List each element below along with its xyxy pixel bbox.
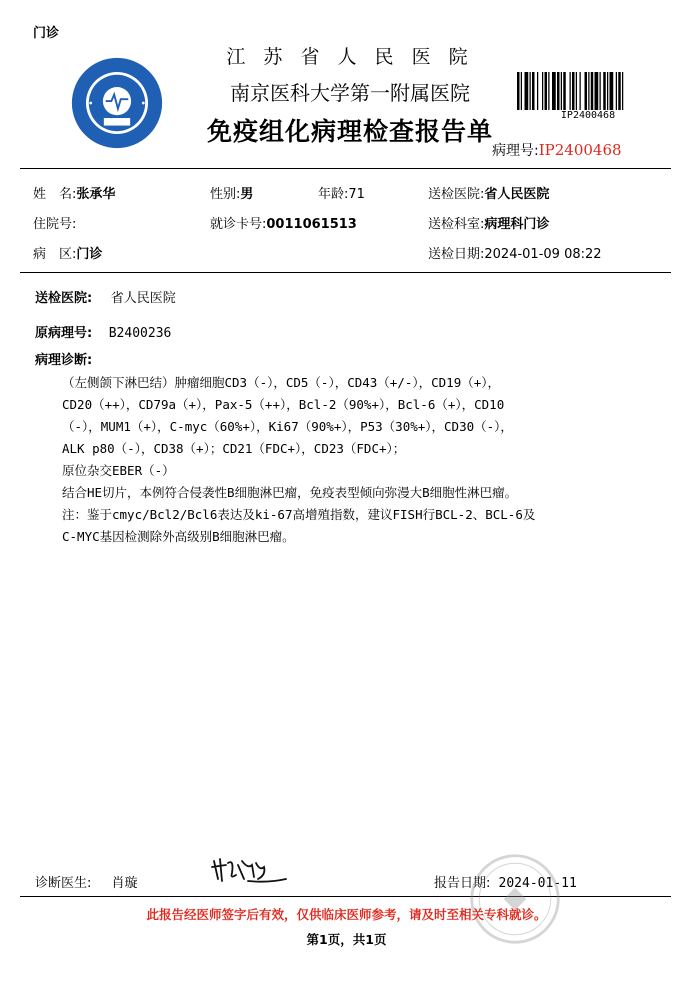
footer-divider	[20, 896, 671, 897]
patient-age-label: 年龄:	[318, 187, 349, 202]
patient-age	[318, 183, 365, 202]
send-hospital-value: 省人民医院	[484, 187, 550, 202]
send-hospital-label: 送检医院:	[428, 187, 485, 202]
report-date-label: 报告日期:	[434, 876, 491, 891]
sending-hospital-value: 省人民医院	[110, 291, 176, 306]
corner-label: 门诊	[33, 26, 60, 41]
sending-hospital-label: 送检医院:	[35, 291, 93, 306]
original-number-value: B2400236	[108, 326, 172, 341]
hospital-name-line1: 江 苏 省 人 民 医 院	[226, 46, 474, 68]
ward-label: 病 区:	[33, 247, 77, 262]
barcode-text: IP2400468	[560, 110, 616, 121]
signature-icon	[208, 855, 290, 885]
inpatient-number-label: 住院号:	[33, 217, 77, 232]
send-department-value: 病理科门诊	[484, 217, 550, 232]
inpatient-number	[33, 213, 76, 232]
diagnosis-line: （-），MUM1（+），C-myc（60%+），Ki67（90%+），P53（30%+），CD30（-），	[62, 419, 513, 434]
header-divider	[20, 168, 671, 169]
diagnosis-label: 病理诊断:	[35, 353, 93, 368]
hospital-name-line2: 南京医科大学第一附属医院	[230, 81, 470, 105]
send-hospital	[428, 183, 549, 202]
patient-name-label: 姓 名:	[33, 187, 77, 202]
diagnosing-doctor	[35, 872, 138, 891]
patient-gender-value: 男	[240, 187, 254, 202]
pathology-number	[492, 140, 622, 160]
card-number-value: 0011061513	[266, 217, 357, 232]
diagnosis-line: CD20（++），CD79a（+），Pax-5（++），Bcl-2（90%+），Bcl-6（+），CD10	[62, 397, 505, 412]
patient-name-value: 张承华	[76, 187, 116, 202]
patient-age-value: 71	[348, 187, 365, 202]
send-department-label: 送检科室:	[428, 217, 485, 232]
validity-warning: 此报告经医师签字后有效，仅供临床医师参考，请及时至相关专科就诊。	[146, 907, 547, 922]
pathology-number-label: 病理号:	[492, 143, 539, 159]
send-date-value: 2024-01-09 08:22	[484, 247, 602, 262]
ward	[33, 243, 102, 262]
pathology-number-value: IP2400468	[538, 141, 622, 159]
diagnosis-line: 注：鉴于cmyc/Bcl2/Bcl6表达及ki-67高增殖指数，建议FISH行BCL-2、BCL-6及	[62, 507, 536, 522]
send-department	[428, 213, 549, 232]
ward-value: 门诊	[76, 247, 103, 262]
page-indicator: 第1页，共1页	[306, 932, 387, 947]
patient-gender-label: 性别:	[210, 187, 241, 202]
send-date-label: 送检日期:	[428, 247, 485, 262]
report-date-value: 2024-01-11	[498, 876, 577, 891]
diagnosis-line: ALK p80（-），CD38（+）；CD21（FDC+），CD23（FDC+）；	[62, 441, 406, 456]
report-title: 免疫组化病理检查报告单	[206, 117, 493, 146]
original-number-label: 原病理号:	[35, 326, 93, 341]
doctor-label: 诊断医生:	[35, 876, 92, 891]
card-number-label: 就诊卡号:	[210, 217, 267, 232]
patient-name	[33, 183, 115, 202]
send-date	[428, 243, 602, 262]
diagnosis-line: 原位杂交EBER（-）	[62, 463, 175, 478]
diagnosis-line: C-MYC基因检测除外高级别B细胞淋巴瘤。	[62, 529, 295, 544]
patient-gender	[210, 183, 253, 202]
sending-hospital-section	[35, 287, 176, 306]
barcode-icon	[517, 72, 659, 110]
info-divider	[20, 272, 671, 273]
doctor-value: 肖璇	[111, 876, 138, 891]
original-number-section	[35, 322, 171, 341]
diagnosis-line: 结合HE切片，本例符合侵袭性B细胞淋巴瘤，免疫表型倾向弥漫大B细胞性淋巴瘤。	[62, 485, 518, 500]
card-number	[210, 213, 357, 232]
diagnosis-line: （左侧颌下淋巴结）肿瘤细胞CD3（-），CD5（-），CD43（+/-），CD19（+），	[62, 375, 501, 390]
diagnosis-text	[62, 372, 622, 548]
